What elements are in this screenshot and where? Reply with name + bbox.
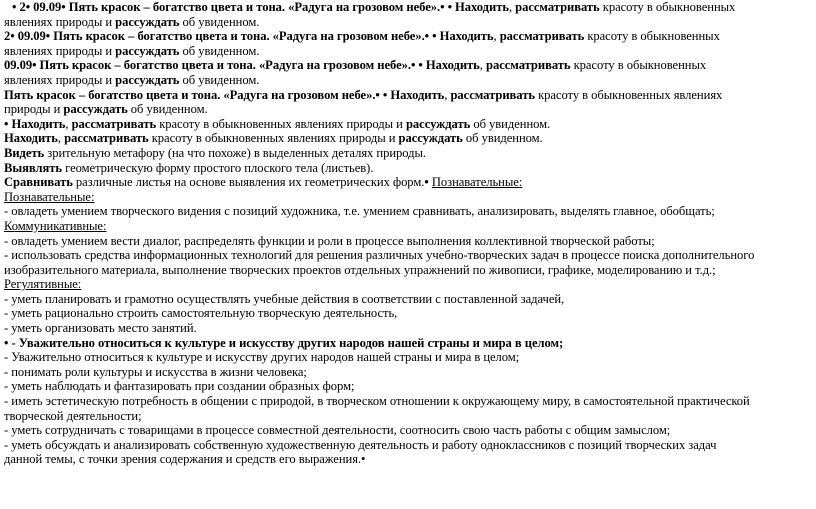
text-run: - уметь обсуждать и анализировать собственную художественную деятельность и работу одноклассников с позиций творческих задач [4, 437, 717, 452]
text-run: - Уважительно относиться к культуре и искусству других народов нашей страны и мира в целом; [4, 350, 520, 365]
section-heading: Познавательные: [4, 189, 95, 204]
text-line-p11a [4, 394, 812, 409]
text-run: явлениях природы и [4, 43, 116, 58]
text-line-p3b [4, 263, 812, 278]
text-line-blk2a [4, 29, 812, 44]
text-line-h3 [4, 277, 812, 292]
bold-run: 2• 09.09• Пять красок – богатство цвета и тона. «Радуга на грозовом небе».• • Находить [4, 29, 494, 44]
text-run: явлениях природы и [4, 14, 116, 29]
text-run: об увиденном. [470, 116, 551, 131]
bold-run: рассуждать [115, 43, 180, 58]
bold-run: Выявлять [4, 160, 63, 175]
text-line-blk2b [4, 44, 812, 59]
text-run: - овладеть умением вести диалог, распределять функции и роли в процессе выполнения коллективной творческой работы; [4, 233, 655, 248]
bold-run: Видеть [4, 145, 45, 160]
text-run: - уметь сотрудничать с товарищами в процессе совместной деятельности, соотносить свою часть работы с общим замыслом; [4, 423, 671, 438]
text-run: - уметь наблюдать и фантазировать при создании образных форм; [4, 379, 355, 394]
text-run: - использовать средства информационных технологий для решения различных учебно-творческих задач в процессе поиска дополнительного [4, 248, 755, 263]
text-run: зрительную метафору (на что похоже) в выделенных деталях природы. [44, 145, 427, 160]
text-run: красоту в обыкновенных явлениях природы и [156, 116, 406, 131]
text-line-p5 [4, 306, 812, 321]
text-line-p13b [4, 452, 812, 467]
text-run: изобразительного материала, выполнение творческих проектов отдельных упражнений по живописи, графике, моделированию и т.д.; [4, 262, 716, 277]
bold-run: • Находить [4, 116, 66, 131]
bold-run: рассуждать [405, 116, 471, 131]
text-run: красоту в обыкновенных явлениях природы и [148, 131, 399, 146]
bold-run: рассуждать [398, 131, 463, 146]
text-line-blk4a [4, 88, 812, 103]
text-run: красоту в обыкновенных [570, 58, 707, 73]
text-run: , [479, 58, 486, 73]
text-line-blk6 [4, 131, 812, 146]
text-line-p7 [4, 336, 812, 351]
text-line-p9 [4, 365, 812, 380]
text-line-blk3a [4, 58, 812, 73]
bold-run: • 2• 09.09• Пять красок – богатство цвета и тона. «Радуга на грозовом небе».• • Находить [12, 0, 509, 14]
bold-run: Сравнивать [4, 175, 73, 190]
bold-run: • - Уважительно относиться к культуре и искусству других народов нашей страны и мира в целом; [4, 335, 564, 350]
text-line-blk1a [4, 0, 812, 15]
text-line-p10 [4, 379, 812, 394]
text-line-p8 [4, 350, 812, 365]
text-run: - иметь эстетическую потребность в общении с природой, в творческом отношении к окружающему миру, в самостоятельной практической [4, 394, 750, 409]
text-line-p13a [4, 438, 812, 453]
text-run: - уметь планировать и грамотно осуществлять учебные действия в соответствии с поставленной задачей, [4, 291, 565, 306]
bold-run: рассматривать [486, 58, 571, 73]
text-run: об увиденном. [179, 72, 260, 87]
text-line-blk5 [4, 117, 812, 132]
text-run: об увиденном. [462, 131, 543, 146]
text-run: об увиденном. [127, 102, 208, 117]
text-run: творческой деятельности; [4, 408, 142, 423]
text-line-p2 [4, 234, 812, 249]
text-run: красоту в обыкновенных [599, 0, 736, 14]
section-heading: Коммуникативные: [4, 218, 107, 233]
text-run: данной темы, с точки зрения содержания и средств его выражения.• [4, 452, 366, 467]
text-run: , [493, 29, 500, 44]
text-run: - уметь организовать место занятий. [4, 321, 197, 336]
text-line-blk8 [4, 161, 812, 176]
text-run: природы и [4, 102, 64, 117]
text-line-blk1b [4, 15, 812, 30]
text-run: - уметь рационально строить самостоятельную творческую деятельность, [4, 306, 398, 321]
text-run: , [65, 116, 72, 131]
bold-run: рассматривать [515, 0, 600, 14]
text-line-p11b [4, 409, 812, 424]
text-run: , [57, 131, 65, 146]
text-line-blk4b [4, 102, 812, 117]
bold-run: рассуждать [63, 102, 128, 117]
text-run: , [508, 0, 516, 14]
bold-run: рассуждать [115, 72, 180, 87]
section-heading: Познавательные: [431, 175, 523, 190]
section-heading: Регулятивные: [4, 277, 82, 292]
text-line-blk7 [4, 146, 812, 161]
bold-run: рассматривать [71, 116, 157, 131]
text-run: геометрическую форму простого плоского тела (листьев). [62, 160, 374, 175]
text-run: - понимать роли культуры и искусства в жизни человека; [4, 364, 307, 379]
text-line-p3a [4, 248, 812, 263]
bold-run: рассуждать [115, 14, 180, 29]
text-run: различные листья на основе выявления их геометрических форм. [72, 175, 425, 190]
bold-run: 09.09• Пять красок – богатство цвета и тона. «Радуга на грозовом небе».• • Находить [4, 58, 480, 73]
bold-run: • [424, 175, 432, 190]
text-line-p12 [4, 423, 812, 438]
text-run: красоту в обыкновенных [584, 29, 720, 44]
text-line-p6 [4, 321, 812, 336]
text-run: об увиденном. [179, 43, 260, 58]
bold-run: рассматривать [499, 29, 585, 44]
text-run: об увиденном. [179, 14, 260, 29]
text-line-blk9 [4, 175, 812, 190]
text-line-p1 [4, 204, 812, 219]
text-run: , [444, 87, 451, 102]
text-line-h2 [4, 219, 812, 234]
bold-run: рассматривать [64, 131, 149, 146]
text-run: красоту в обыкновенных явлениях [534, 87, 723, 102]
text-line-blk3b [4, 73, 812, 88]
bold-run: Пять красок – богатство цвета и тона. «Радуга на грозовом небе».• • Находить [4, 87, 445, 102]
text-line-p4 [4, 292, 812, 307]
text-run: явлениях природы и [4, 72, 116, 87]
bold-run: рассматривать [450, 87, 535, 102]
text-run: - овладеть умением творческого видения с позиций художника, т.е. умением сравнивать, анализировать, выделять главное, обобщать; [4, 204, 715, 219]
bold-run: Находить [4, 131, 58, 146]
text-line-h1 [4, 190, 812, 205]
